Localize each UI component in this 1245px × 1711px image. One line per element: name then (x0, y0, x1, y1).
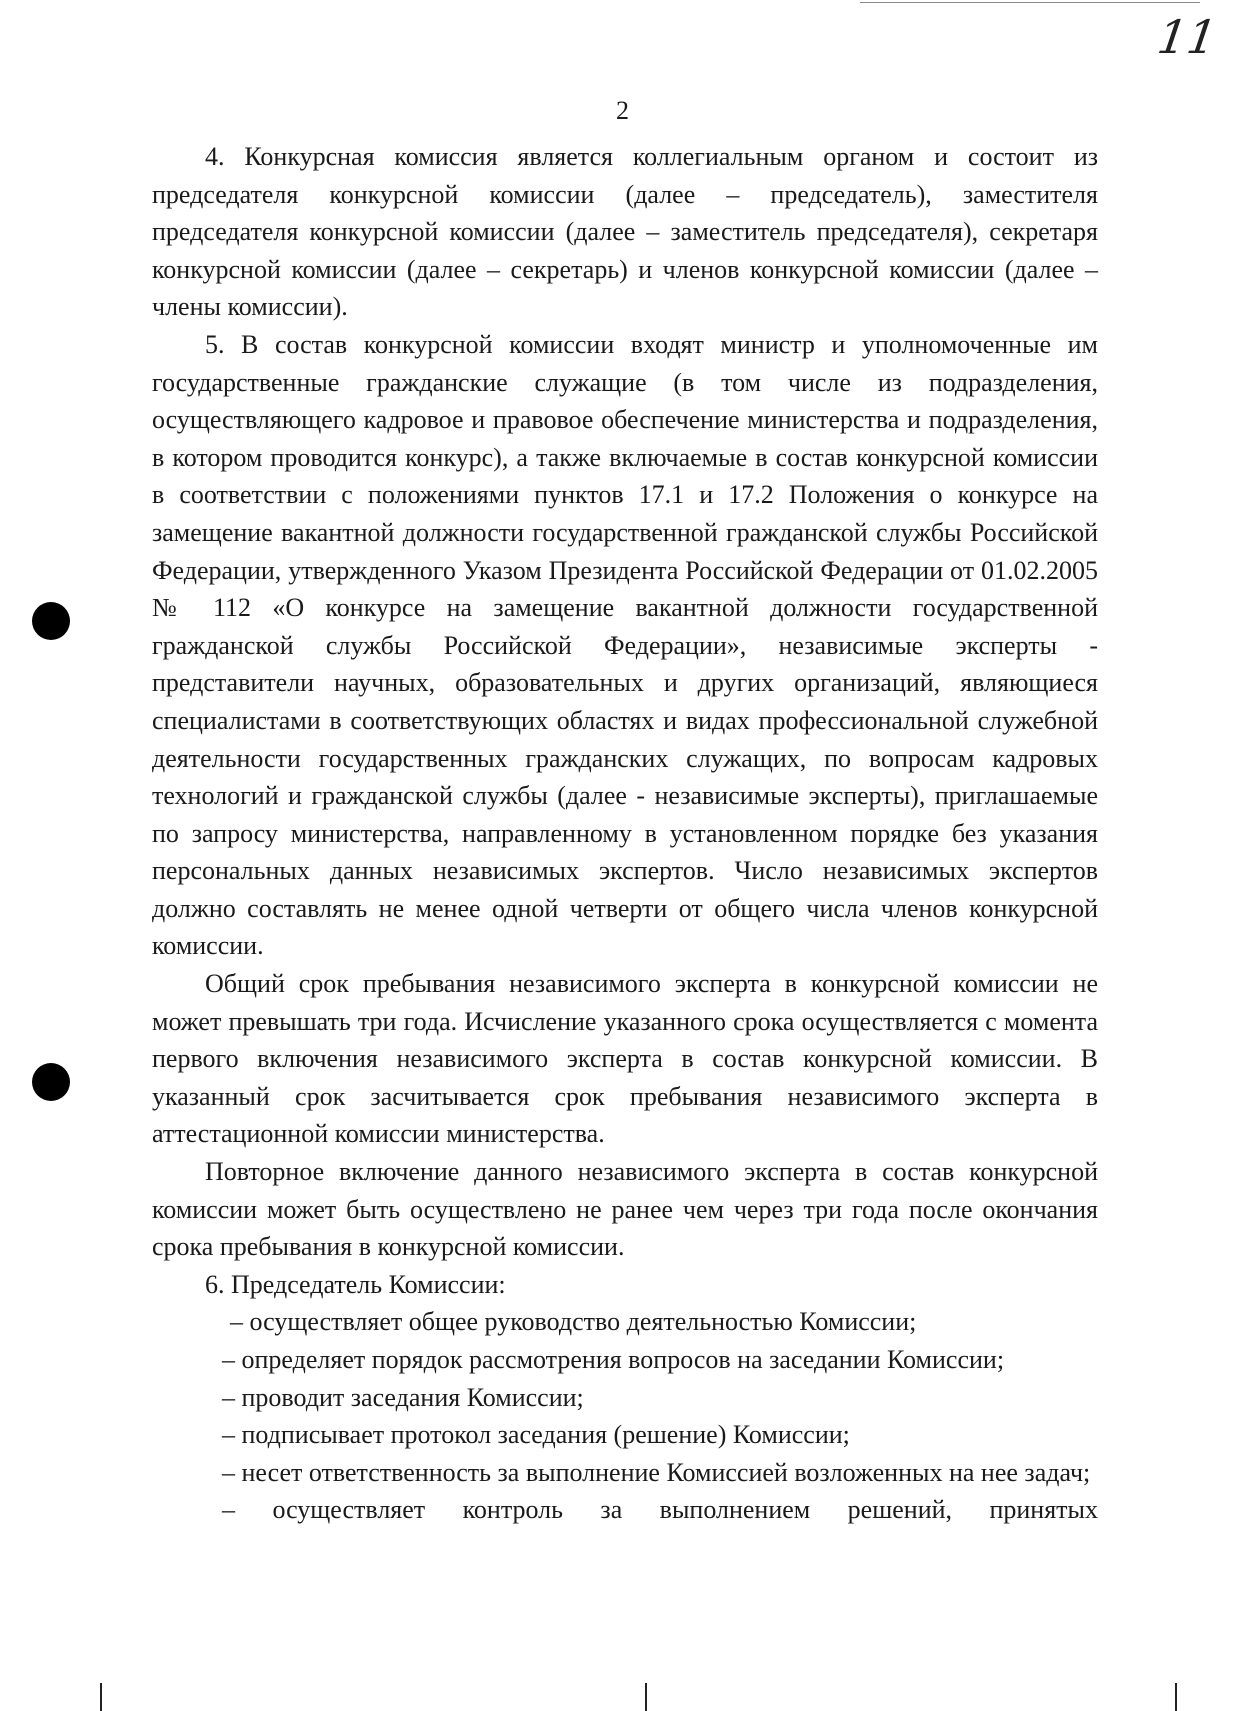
bottom-edge-mark (645, 1683, 647, 1711)
bottom-edge-mark (1175, 1683, 1177, 1711)
list-item: – несет ответственность за выполнение Комиссией возложенных на нее задач; (222, 1457, 1091, 1487)
bottom-edge-mark (100, 1683, 102, 1711)
list-item: – определяет порядок рассмотрения вопросов на заседании Комиссии; (222, 1345, 1005, 1374)
list-item: – подписывает протокол заседания (решение) Комиссии; (222, 1420, 850, 1450)
paragraph-reinclusion: Повторное включение данного независимого эксперта в состав конкурсной комиссии может быть осуществлено не ранее чем через три года после окончания срока пребывания в конкурсной комиссии. (152, 1157, 1098, 1262)
punch-hole (32, 602, 70, 640)
handwritten-page-number: 11 (1154, 10, 1221, 64)
top-edge-line (860, 2, 1200, 3)
list-item: – проводит заседания Комиссии; (222, 1382, 584, 1412)
paragraph-4: 4. Конкурсная комиссия является коллегиальным органом и состоит из председателя конкурсной комиссии (далее – председатель), заместителя председателя конкурсной комиссии (далее – заместитель председателя), секретаря конкурсной комиссии (далее – секретарь) и членов конкурсной комиссии (далее – члены комиссии). (152, 142, 1098, 322)
paragraph-expert-term: Общий срок пребывания независимого эксперта в конкурсной комиссии не может превышать три года. Исчисление указанного срока осуществляется с момента первого включения независимого эксперта в состав конкурсной комиссии. В указанный срок засчитывается срок пребывания независимого эксперта в аттестационной комиссии министерства. (152, 969, 1098, 1149)
paragraph-6-heading: 6. Председатель Комиссии: (205, 1269, 506, 1299)
paragraph-5: 5. В состав конкурсной комиссии входят министр и уполномоченные им государственные гражданские служащие (в том числе из подразделения, осуществляющего кадровое и правовое обеспечение министерства и подразделения, в котором проводится конкурс), а также включаемые в состав конкурсной комиссии в соответствии с положениями пунктов 17.1 и 17.2 Положения о конкурсе на замещение вакантной должности государственной гражданской службы Российской Федерации, утвержденного Указом Президента Российской Федерации от 01.02.2005 № 112 «О конкурсе на замещение вакантной должности государственной гражданской службы Российской Федерации», независимые эксперты - представители научных, образовательных и других организаций, являющиеся специалистами в соответствующих областях и видах профессиональной служебной деятельности государственных гражданских служащих, по вопросам кадровых технологий и гражданской службы (далее - независимые эксперты), приглашаемые по запросу министерства, направленному в установленном порядке без указания персональных данных независимых экспертов. Число независимых экспертов должно составлять не менее одной четверти от общего числа членов конкурсной комиссии. (152, 329, 1098, 961)
punch-hole (32, 1063, 70, 1101)
list-item: – осуществляет контроль за выполнением решений, принятых (222, 1495, 1098, 1525)
page-number: 2 (616, 96, 629, 125)
document-body (152, 138, 1098, 1529)
list-item: – осуществляет общее руководство деятельностью Комиссии; (230, 1307, 917, 1337)
